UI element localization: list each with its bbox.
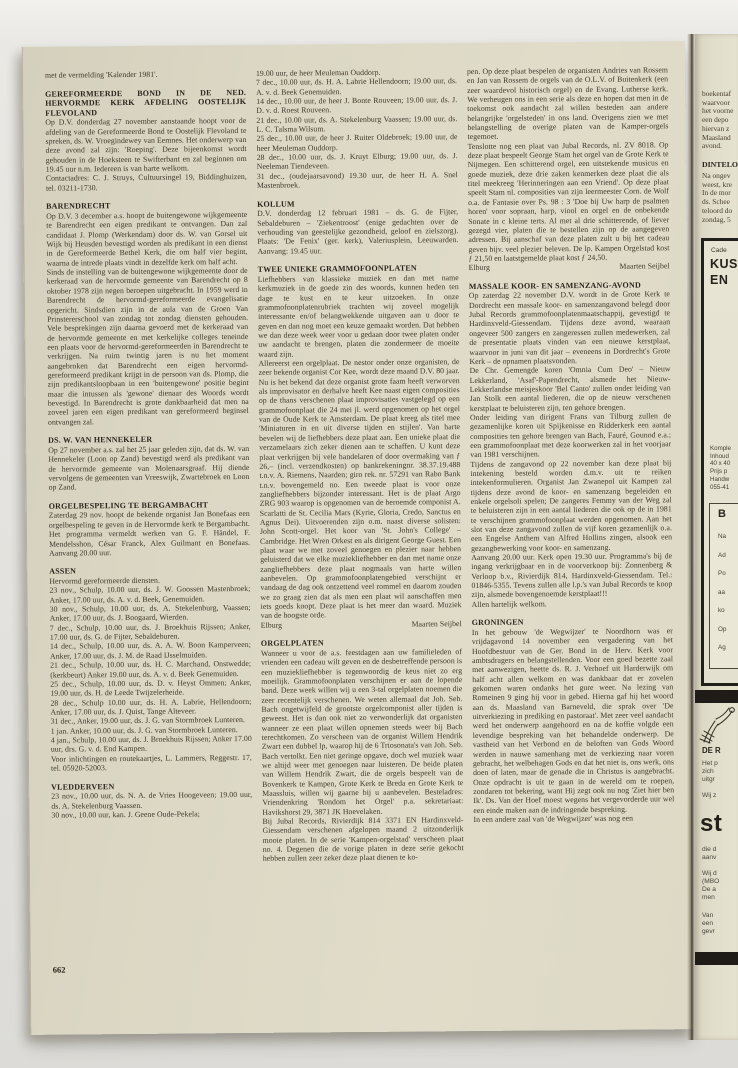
clipped-text-line: een xyxy=(702,920,714,927)
article-paragraph: Op D.V. 3 december a.s. hoopt de buitengewone wijkgemeente te Barendrecht een eigen predikant te ontvangen. Dan zal candidaat J. Plomp (Werkendam) door ds. W. van Gorsel uit Wijk bij Heusden bevestigd worden als predikant in een dienst in de Gereformeerde Bethel Kerk, die om half vier begint, waarna de intrede plaats vindt in dezelfde kerk om half acht. xyxy=(46,210,248,268)
article-paragraph: 21 dec., 10.00 uur, ds. A. Stekelenburg Vaassen; 19.00 uur, ds. L. C. Talsma Wilsum. xyxy=(256,113,458,134)
clipped-text-line: men xyxy=(702,894,715,901)
clipped-text-line: avond. xyxy=(702,141,722,151)
coupon-field-label: Po xyxy=(718,570,726,577)
article-paragraph: 23 nov., 10.00 uur, ds. N. A. de Vries Hoogeveen; 19.00 uur, ds. A. Stekelenburg Vaassen. xyxy=(51,790,253,811)
section-heading: ORGELPLATEN xyxy=(260,638,324,649)
article-paragraph: Op 27 november a.s. zal het 25 jaar geleden zijn, dat ds. W. van Hennekeler (Loon op Zand) bevestigd werd als predikant van de hervormde gemeente van Molenaarsgraaf. Hij diende vervolgens de gemeenten van Vreeswijk, Zwartebroek en Loon op Zand. xyxy=(48,443,250,492)
signature-author: Maarten Seijbel xyxy=(411,618,462,629)
clipped-text-block xyxy=(702,846,738,862)
signature-line xyxy=(261,619,462,630)
advertisement-box xyxy=(701,238,738,686)
article-paragraph: 4 jan., Schulp, 10.00 uur, ds. J. Broekhuis Rijssen; Anker 17.00 uur, drs. G. v. d. End Kampen. xyxy=(50,733,252,754)
article-paragraph: 30 nov., Schulp, 10.00 uur, ds. A. Stekelenburg, Vaassen; Anker, 17.00 uur, ds. J. Boogaard, Wierden. xyxy=(49,603,251,624)
article-paragraph: 28 dec., Schulp 10.00 uur, ds. H. A. Labrie, Hellendoorn; Anker, 17.00 uur, ds. J. Quist, Tange Alteveer. xyxy=(50,696,252,717)
clipped-text-block xyxy=(702,90,738,151)
clipped-text-line: een depo xyxy=(702,115,729,125)
clipped-text-line: Na ongev xyxy=(702,171,731,180)
article-paragraph: Liefhebbers van klassieke muziek en dan met name kerkmuziek in de goede zin des woords, kunnen heden ten dage te kust en te keur uitzoeken. In onze grammofoonplatenrubriek trachten wij zoveel mogelijk interessante en/of belangwekkende uitgaven aan u door te geven en dan nog moet een keuze gemaakt worden. Dat hebben we dan deze week weer voor u gedaan door twee platen onder uw aandacht te brengen, platen die zondermeer de moeite waard zijn. xyxy=(257,273,460,359)
section-heading: ASSEN xyxy=(49,566,77,577)
clipped-text-line: Maasland xyxy=(702,132,731,142)
article-paragraph: Tijdens de zangavond op 22 november kan deze plaat bij intekening besteld worden d.m.v. uit te reiken intekenformulieren. Organist Jan Zwanepol uit Kampen zal tijdens deze avond de koor- en samenzang begeleiden en enkele orgelsoli spelen; De zangeres Femmy van der Weg zal te beluisteren zijn in een aantal liederen die ook op de in 1981 te verschijnen grammofoonplaat werden opgenomen. Aan het slot van deze zangavond zullen de vijf koren gezamenlijk o.a. een Engelse Anthem van Alfred Hollins zingen, alsook een gezangbewerking voor koor- en samenzang. xyxy=(470,457,673,553)
clipped-text-line: die d xyxy=(702,846,717,853)
section-heading: GRONINGEN xyxy=(471,617,524,628)
article-paragraph: In een andere zaal van 'de Wegwijzer' was nog een xyxy=(473,813,634,824)
signature-place: Elburg xyxy=(468,263,491,273)
section-heading: ORGELBESPELING TE BERGAMBACHT xyxy=(48,500,209,511)
ad-detail-line: Prijs p xyxy=(710,468,728,476)
article-paragraph: 31 dec., (oudejaarsavond) 19.30 uur, de heer H. A. Snel Mastenbroek. xyxy=(256,169,458,190)
article-paragraph: De Chr. Gemengde koren 'Omnia Cum Deo' – Nieuw Lekkerland, 'Asaf'-Papendrecht, alsmede het Nieuw-Lekkerlandse meisjeskoor 'Bel Canto' zullen onder leiding van Jan Stolk een aantal liederen, die op de nieuw verschenen kerstplaat te beluisteren zijn, ten gehore brengen. xyxy=(469,364,671,413)
article-paragraph: 25 dec., Schulp, 10.00 uur, ds. D. v. Heyst Ommen; Anker, 19.00 uur, ds. H. de Leede Twijzelerheide. xyxy=(50,677,252,698)
article-paragraph: In het gebouw 'de Wegwijzer' te Noordhorn was er vrijdagavond 14 november een vergadering van het Hoofdbestuur van de Ger. Bond in de Herv. Kerk voor ambtsdragers en belangstellenden. Voor een goed bezette zaal met aanwezigen, heette ds. R. J. Verhoef uit Harderwijk om half acht allen welkom en was dankbaar dat er zovelen gekomen waren ondanks het gure weer. Na lezing van Romeinen 9 ging hij voor in gebed. Hierna gaf hij het woord aan ds. Maasland van Barneveld, die sprak over 'De uitverkiezing in prediking en pastoraat'. Met zeer veel aandacht werd het onderwerp aangehoord en na de koffie volgde een levendige bespreking van het behandelde onderwerp. De vastheid van het Verbond en de beloften van Gods Woord werden in nauwe samenhang met de verkiezing naar voren gebracht, het welbehagen Gods en dat het niet is, ons werk, ons doen of laten, maar de genade die in Christus is aangebracht. Onze opdracht is uit te gaan in de wereld om te roepen, zondaren tot bekering, want Hij zegt ook nu nog 'Ziet hier ben Ik'. Ds. Van der Hoef moest wegens het vergevorderde uur wel een einde maken aan de indringende bespreking. xyxy=(471,626,675,815)
section-heading: MASSALE KOOR- EN SAMENZANG-AVOND xyxy=(468,280,641,291)
clipped-text-line: waarvoor xyxy=(702,97,730,107)
clipped-text-block xyxy=(702,870,738,902)
clipped-text-line: Van xyxy=(702,912,714,919)
ad-title-line: EN xyxy=(710,273,729,287)
clipped-text-block xyxy=(702,792,738,800)
clipped-text-line: gevr xyxy=(702,928,715,935)
clipped-text-line: weest, kre xyxy=(702,179,732,189)
section-heading: KOLLUM xyxy=(257,199,295,209)
clipped-text-line: In de mor xyxy=(702,188,731,198)
article-paragraph: Onder leiding van dirigent Frans van Tilburg zullen de gezamenlijke koren uit Spijkenisse en Ridderkerk een aantal composities ten gehore brengen van Bach, Fauré, Gounod e.a.; een grammofoonplaat met deze koorwerken zal in het voorjaar van 1981 verschijnen. xyxy=(469,411,672,460)
clipped-text-block xyxy=(702,760,738,784)
article-paragraph: D.V. donderdag 12 februari 1981 – ds. G. de Fijter, Sebaldeburen – 'Ziekentroost' (enige gedachten over de verhouding van geestelijke gezondheid, geloof en zielszorg). Plaats: 'De Fenix' (ger. kerk), Valeriusplein, Leeuwarden. Aanvang: 19.45 uur. xyxy=(257,207,459,256)
page-number: 662 xyxy=(52,964,66,975)
coupon-field-label: aa xyxy=(718,588,726,596)
section-heading: TWEE UNIEKE GRAMMOFOONPLATEN xyxy=(257,263,417,275)
article-paragraph: Voor inlichtingen en routekaartjes, L. Lammers, Reggestr. 17, tel. 05920-52003. xyxy=(50,752,252,773)
clipped-text-block xyxy=(702,912,738,936)
clipped-text-line: Het p xyxy=(702,760,718,767)
large-headline-fragment: st xyxy=(700,810,723,837)
ad-detail-line: Handw xyxy=(710,475,730,483)
signature-place: Elburg xyxy=(260,620,283,630)
section-heading: GEREFORMEERDE BOND IN DE NED. HERVORMDE KERK AFDELING OOSTELIJK FLEVOLAND xyxy=(45,87,247,118)
clipped-text-line: De a xyxy=(702,886,716,893)
ad-kicker-label: Cade xyxy=(711,247,727,254)
section-heading: BARENDRECHT xyxy=(46,201,111,212)
article-paragraph: met de vermelding 'Kalender 1981'. xyxy=(44,69,158,80)
article-paragraph: Sinds de instelling van de buitengewone wijkgemeente door de kerkeraad van de hervormde gemeente van Barendrecht op 8 oktober 1978 zijn negen beroepen uitgebracht. In 1959 werd in Barendrecht de hervormd-gereformeerde evangelisatie opgericht. Sindsdien zijn in de aula van de Groen Van Prinstererschool van zondag tot zondag diensten gehouden. Vele besprekingen zijn daarna gevoerd met de kerkeraad van de hervormde gemeente en met kerkelijke colleges teneinde een plaats voor de hervormd-gereformeerden in Barendrecht te verkrijgen. Na ruim twintig jaren is nu het moment aangebroken dat Barendrecht een eigen hervormd-gereformeerd predikant krijgt in de persoon van ds. Plomp, die zijn predikantsloopbaan in een 'buitengewone' positie begint maar die intussen als 'gewone' dienaar des Woords wordt bevestigd. In Barendrecht is grote dankbaarheid dat men na zoveel jaren een eigen predikant van gereformeerd beginsel ontvangen zal. xyxy=(46,266,249,427)
article-paragraph: 14 dec., Schulp, 10.00 uur, ds. A. A. W. Boon Kamperveen; Anker, 17.00 uur, ds. J. M. de Raad IJsselmuiden. xyxy=(49,640,251,661)
coupon-field-label: Op xyxy=(718,625,727,633)
clipped-text-line: uitgr xyxy=(702,776,715,783)
article-paragraph: Op zaterdag 22 november D.V. wordt in de Grote Kerk te Dordrecht een massale koor- en samenzangavond belegd door Jubal Records grammofoonplatenmaatschappij, gevestigd te Hardinxveld-Giessendam. Tijdens deze avond, waaraan ongeveer 500 zangers en zangeressen zullen medewerken, zal de presentatie plaats vinden van een nieuwe kerstplaat, waarvoor in juni van dit jaar – eveneens in Dordrecht's Grote Kerk – de opnamen plaatsvonden. xyxy=(468,289,671,366)
clipped-text-line: aanv xyxy=(702,854,717,861)
clipped-text-line: teloord do xyxy=(702,205,733,215)
article-paragraph: Tenslotte nog een plaat van Jubal Records, nl. ZV 8018. Op deze plaat bespeelt George Stam het orgel van de Grote Kerk te Nijmegen. Een schitterend orgel, een uitstekende musicus en goede muziek, deze drie zaken kenmerken deze plaat die als titel meekreeg 'Herinneringen aan een Vriend'. Op deze plaat speelt Stam nl. composities van zijn leermeester Corn. de Wolf o.a. de Fantasie over Ps. 98 : 3 'Doe bij Uw harp de psalmen horen' voor sopraan, harp, viool en orgel en de onbekende Sonate in c kleine terts. Al met al drie schitterende, of liever gezegd vier, platen die te bestellen zijn op de aangegeven adressen. Bij aanschaf van deze platen zult u bij het cadeau geven bijv. veel plezier beleven. De lp. Kampen Orgelstad kost ƒ 21,50 en laatstgemelde plaat kost ƒ 24,50. xyxy=(467,140,670,263)
order-coupon-box xyxy=(709,503,738,669)
article-paragraph: Contactadres: C. J. Struys, Cultuursingel 19, Biddinghuizen, tel. 03211-1730. xyxy=(45,172,247,193)
article-paragraph: 21 dec., Schulp, 10.00 uur, ds. H. C. Marchand, Onstwedde; (kerkbeurt) Anker 19.00 uur, ds. A. v. d. Beek Genemuiden. xyxy=(50,659,252,680)
article-paragraph: Aanvang 20.00 uur. Kerk open 19.30 uur. Programma's bij de ingang verkrijgbaar en in de voorverkoop bij: Zonnenberg & Verloop b.v., Rivierdijk 814, Hardinxveld-Giessendam. Tel.: 01846-5355. Tevens zullen alle l.p.'s van Jubal Records te koop zijn, alsmede bovengenoemde kerstplaat!!! xyxy=(471,551,673,600)
clipped-text-line: Wij d xyxy=(702,870,717,877)
ad-detail-line: 40 x 40 xyxy=(710,460,731,468)
article-paragraph: 1 jan. Anker, 10.00 uur, ds. J. G. van Stormbroek Lunteren. xyxy=(50,724,238,736)
article-paragraph: 31 dec., Anker, 19.00 uur, ds. J. G. van Stormbroek Lunteren. xyxy=(50,715,245,726)
clipped-text-line: hiervan z xyxy=(702,123,730,133)
coupon-field-label: Na xyxy=(718,533,727,540)
section-heading: DS. W. VAN HENNEKELER xyxy=(48,435,153,445)
clipped-text-line: (MBO xyxy=(702,878,720,885)
ad-title-line: KUS xyxy=(710,257,738,271)
article-paragraph: Zaterdag 29 nov. hoopt de bekende organist Jan Bonefaas een orgelbespeling te geven in de Hervormde kerk te Bergambacht. Het programma vermeldt werken van G. F. Händel, F. Mendelsshon, César Franck, Alex Guilmant en Bonefaas. Aanvang 20.00 uur. xyxy=(48,509,251,558)
ad-detail-line: 055-41 xyxy=(710,483,730,491)
text-column-right xyxy=(467,65,676,969)
clipped-text-line: het voorne xyxy=(702,106,734,116)
section-heading: VLEDDERVEEN xyxy=(51,781,115,792)
ad-detail-line: Inhoud xyxy=(710,452,729,460)
coupon-fields xyxy=(718,528,726,658)
article-paragraph: 7 dec., Schulp, 10.00 uur, ds. J. Broekhuis Rijssen; Anker, 17.00 uur, ds. G. de Fijter, Sebaldeburen. xyxy=(49,621,251,642)
article-paragraph: Wanneer u voor de a.s. feestdagen aan uw familieleden of vrienden een cadeau wilt geven en de desbetreffende persoon is een muziekliefhebber is tegenwoordig de keus niet zo erg moeilijk. Grammofoonplaten verschijnen er aan de lopende band. Deze week willen wij u een 3-tal orgelplaten noemen die zeer recentelijk verschenen. We weten allemaal dat Joh. Seb. Bach ongetwijfeld de grootste orgelcomponist aller tijden is geweest. Het is dan ook niet zo verwonderlijk dat organisten wanneer ze een plaat willen opnemen steeds weer bij Bach terechtkomen. Zo verscheen van de organist Willem Hendrik Zwart een dubbel lp, waarop hij de 6 Triosonata's van Joh. Seb. Bach vertolkt. Een niet geringe opgave, doch wel muziek waar we altijd weer met genoegen naar luisteren. De beide platen van Willem Hendrik Zwart, die de orgels bespeelt van de Bovenkerk te Kampen, Grote Kerk te Breda en Grote Kerk te Maassluis, willen wij gaarne bij u aanbevelen. Besteladres: Vriendenkring 'Rondom het Orgel' p.a. sekretariaat: Havikshorst 29, 3871 JK Hoevelaken. xyxy=(260,647,464,817)
article-paragraph: Bij Jubal Records, Rivierdijk 814 3371 EN Hardinxveld-Giessendam verschenen afgelopen maand 2 uitzonderlijk mooie platen. In de serie 'Kampen-orgelstad' verscheen plaat no. 4. Degenen die de vorige platen in deze serie gekocht hebben zullen zeer zeker deze plaat dienen te ko- xyxy=(262,815,464,864)
text-column-middle xyxy=(256,67,465,971)
text-column-left xyxy=(45,69,254,973)
clipped-text-line: ds. Schee xyxy=(702,197,730,207)
section-heading: DE R xyxy=(702,746,721,755)
article-paragraph: 7 dec., 10.00 uur, ds. H. A. Labrie Hellendoorn; 19.00 uur, ds. A. v. d. Beek Genemuiden. xyxy=(255,76,458,97)
article-paragraph: Hervormd gereformeerde diensten. xyxy=(49,575,161,586)
clipped-text-line: zich xyxy=(702,768,714,775)
article-paragraph: 23 nov., Schulp, 10.00 uur, ds. J. W. Goossen Mastenbroek; Anker, 17.00 uur, ds. A. v. d. Beek, Genemuiden. xyxy=(49,584,251,605)
ad-details-block xyxy=(710,445,731,491)
magazine-left-page xyxy=(22,41,694,1035)
ad-detail-line: Komple xyxy=(710,445,731,452)
signature-line xyxy=(469,261,670,272)
pen-sketch-illustration xyxy=(698,706,738,744)
article-paragraph: Allen hartelijk welkom. xyxy=(471,599,547,609)
section-heading: DINTELO xyxy=(702,160,738,169)
clipped-text-line: Wij z xyxy=(702,792,717,799)
coupon-field-label: Ag xyxy=(718,644,726,651)
article-paragraph: 14 dec., 10.00 uur, de heer J. Bonte Rouveen; 19.00 uur, ds. J. D. v. d. Roest Rouveen. xyxy=(256,95,458,116)
clipped-text-line: boekentaf xyxy=(702,89,732,98)
black-divider-bar xyxy=(695,690,738,703)
coupon-field-label: ko xyxy=(718,607,725,614)
article-paragraph: pen. Op deze plaat bespelen de organisten Andries van Rossem en Jan van Rossem de orgels van de O.L.V. of Buitenkerk (een zeer waardevol historisch orgel) en de Evang. Lutherse kerk. We verheugen ons in een serie als deze en hopen dat men in de toekomst ook aandacht zal willen besteden aan andere belangrijke 'orgelsteden' in ons land. Overigens zien we met belangstelling de overige platen van de Kamper-orgels tegemoet. xyxy=(466,65,669,142)
coupon-field-label: Ad xyxy=(718,551,726,559)
black-divider-bar xyxy=(695,952,738,965)
article-paragraph: Op D.V. donderdag 27 november aanstaande hoopt voor de afdeling van de Gereformeerde Bond te Oostelijk Flevoland te spreken, ds. W. Vroegindewey van Eemnes. Het onderwerp van deze avond zal zijn: 'Roeping'. Deze bijeenkomst wordt gehouden in de Hoeksteen te Swifterbant en zal beginnen om 19.45 uur n.m. Iedereen is van harte welkom. xyxy=(45,116,247,174)
article-columns xyxy=(45,65,677,972)
article-paragraph: 19.00 uur, de heer Meuleman Ouddorp. xyxy=(255,67,381,78)
article-paragraph: 25 dec., 10.00 uur, de heer J. Ruiter Oldebroek; 19.00 uur, de heer Meuleman Ouddorp. xyxy=(256,132,458,153)
coupon-title: B xyxy=(718,508,726,520)
article-paragraph: 28 dec., 10.00 uur, ds. J. Kruyt Elburg; 19.00 uur, ds. J. Neeleman Tiendeveen. xyxy=(256,151,458,172)
signature-author: Maarten Seijbel xyxy=(619,261,670,271)
clipped-text-block xyxy=(702,172,738,224)
article-paragraph: Allereerst een orgelplaat. De nestor onder onze organisten, de zeer bekende organist Cor Kee, wordt deze maand D.V. 80 jaar. Nu is het bekend dat deze organist grote faam heeft verworven als improvisator en derhalve heeft Kee naast eigen composities op de thans verschenen plaat improvisaties vastgelegd op een grammofoonplaat die 24 mei jl. werd opgenomen op het orgel van de Oude Kerk te Amsterdam. De plaat kreeg als titel mee 'Miniaturen in en uit diverse tijden en stijlen'. Van harte bevelen wij de liefhebbers deze plaat aan. Een unieke plaat die verzamelaars zich zeker dienen aan te schaffen. U kunt deze plaat verkrijgen bij vele handelaren of door overmaking van ƒ 26,– (incl. verzendkosten) op bankrekeningnr. 38.37.19.488 t.n.v. A. Riemens, Naarden; giro rek. nr. 57291 van Rabo Bank t.n.v. bovengemeld no. Een tweede plaat is voor onze zangliefhebbers bijzonder interessant. Het is de plaat Argo ZRG 903 waarop is opgenomen van de beroemde componist A. Scarlatti de St. Cecilia Mars (Kyrie, Gloria, Credo, Sanctus en Agnus Dei). Uitvoerenden zijn o.m. naast diverse solisten: John Scott-orgel. Het koor van 'St. John's College' – Cambridge. Het Wren Orkest en als dirigent George Guest. Een plaat waar we met zoveel genoegen en plezier naar hebben geluisterd dat we elke muziekliefhebber en dan met name onze zangliefhebbers deze plaat nogmaals van harte willen aanbevelen. Op grammofoonplatengebied verschijnt er vandaag de dag ook ontzettend veel rommel en daarom zouden we zo graag zien dat als men een plaat wil aanschaffen men iets goeds koopt. Deze plaat is het meer dan waard. Muziek van de hoogste orde. xyxy=(258,357,462,621)
clipped-text-line: zondag, 5 xyxy=(702,214,731,224)
adjacent-page-sliver xyxy=(695,34,738,1040)
article-paragraph: 30 nov., 10.00 uur, kan. J. Geene Oude-Pekela; xyxy=(51,809,200,820)
